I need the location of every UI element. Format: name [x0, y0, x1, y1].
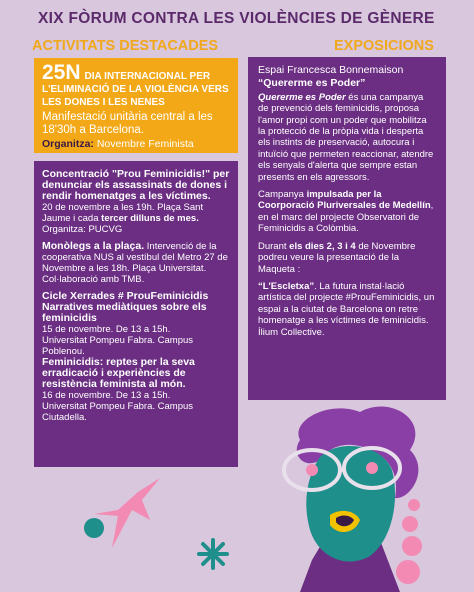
- section-heading-activities: ACTIVITATS DESTACADES: [32, 38, 219, 54]
- activity-place: Universitat Pompeu Fabra. Campus Poblenou.: [42, 335, 194, 357]
- exhibition-title: “Quererme es Poder”: [258, 77, 366, 90]
- pink-earring-icon: [396, 499, 422, 584]
- exhibition-escletxa: “L'Escletxa”. La futura instal·lació artística del projecte #ProuFeminicidis, un espai a la ciutat de Barcelona on retre homenatge a les víctimes de feminicidis. Ílium Collective.: [258, 280, 435, 338]
- featured-organizer: Organitza: Novembre Feminista: [42, 138, 194, 150]
- section-heading-exhibitions: EXPOSICIONS: [334, 38, 434, 54]
- activity-date: 16 de novembre. De 13 a 15h.: [42, 390, 171, 401]
- activity-date: 15 de novembre. De 13 a 15h.: [42, 324, 171, 335]
- teal-dot-icon: [84, 518, 104, 538]
- activity-details: 20 de novembre a les 19h. Plaça Sant Jaume i cada tercer dilluns de mes.: [42, 202, 204, 224]
- exhibition-campaign: Campanya impulsada per la Coorporació Pluriversales de Medellín, en el marc del projecte Observatori de Feminicidis a Colòmbia.: [258, 189, 434, 235]
- activity-monologues: [42, 241, 230, 285]
- activity-title: Concentració "Prou Feminicidis!" per denunciar els assassinats de dones i rendir homenatges a les víctimes.: [42, 168, 230, 202]
- featured-line2: L'ELIMINACIÓ DE LA VIOLÈNCIA VERS: [42, 84, 229, 95]
- activity-organizer: Organitza: PUCVG: [42, 224, 123, 235]
- featured-line3: LES DONES I LES NENES: [42, 97, 165, 108]
- activity-subtitle: Feminicidis: reptes per la seva erradicació i experiències de resistència feminista al món.: [42, 356, 195, 390]
- page-title: XIX FÒRUM CONTRA LES VIOLÈNCIES DE GÈNERE: [38, 10, 435, 27]
- teal-asterisk-icon: [199, 540, 227, 568]
- featured-line1: DIA INTERNACIONAL PER: [84, 71, 211, 82]
- woman-face-illustration: [284, 406, 418, 592]
- activity-text: Monòlegs a la plaça. Intervenció de la cooperativa NUS al vestíbul del Metro 27 de Novembre a les 18h. Plaça Universitat. Col·laboració amb TMB.: [42, 240, 228, 285]
- activity-place: Universitat Pompeu Fabra. Campus Ciutadella.: [42, 401, 194, 423]
- pink-star-icon: [94, 478, 160, 548]
- exhibitions-box: [248, 57, 446, 400]
- exhibition-dates: Durant els dies 2, 3 i 4 de Novembre podreu veure la presentació de la Maqueta :: [258, 240, 416, 275]
- activity-talks: [42, 291, 230, 423]
- activity-concentration: [42, 169, 230, 235]
- featured-event-box: [34, 58, 238, 153]
- exhibition-venue: Espai Francesca Bonnemaison: [258, 64, 404, 76]
- featured-date: 25N: [42, 61, 81, 84]
- exhibition-description: Quererme es Poder és una campanya de prevenció dels feminicidis, proposa l'amor propi com un poder que mobilitza la protecció de la pròpia vida i desperta els instints de preservació, autocura i intuïció que permeten reaccionar, atendre els senyals d'alerta que sempre estan presents en els agressors.: [258, 91, 434, 183]
- activities-box: [34, 161, 238, 467]
- featured-description: Manifestació unitària central a les 18'30h a Barcelona.: [42, 111, 213, 136]
- activity-title: Cicle Xerrades # ProuFeminicidis Narratives mediàtiques sobre els feminicidis: [42, 290, 209, 324]
